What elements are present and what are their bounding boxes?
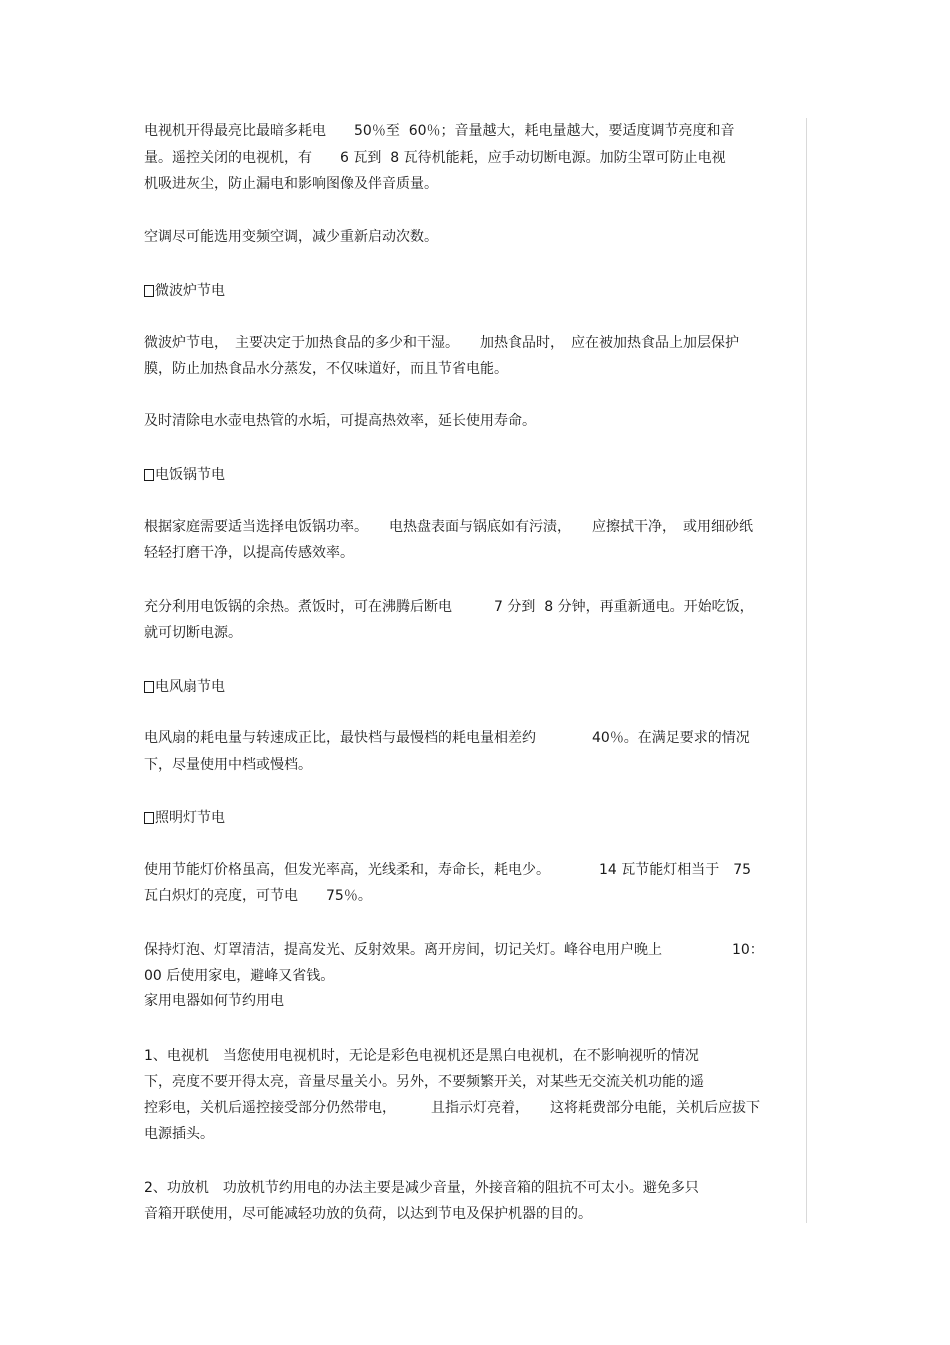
- section-heading: [144, 465, 225, 485]
- text-line: 充分利用电饭锅的余热。煮饭时，可在沸腾后断电 7 分到 8 分钟，再重新通电。开始吃饭，: [144, 599, 754, 615]
- section-heading: [144, 677, 225, 697]
- text-line: 及时清除电水壶电热管的水垢，可提高热效率，延长使用寿命。: [144, 413, 536, 429]
- section-heading: [144, 281, 225, 301]
- text-line: 就可切断电源。: [144, 625, 242, 641]
- text-line: 根据家庭需要适当选择电饭锅功率。 电热盘表面与锅底如有污渍， 应擦拭干净， 或用细砂纸: [144, 519, 753, 535]
- text-line: 音箱开联使用，尽可能减轻功放的负荷，以达到节电及保护机器的目的。: [144, 1206, 592, 1222]
- checkbox-glyph-icon: [144, 285, 154, 297]
- text-line: 量。遥控关闭的电视机，有 6 瓦到 8 瓦待机能耗，应手动切断电源。加防尘罩可防止电视: [144, 150, 726, 166]
- text-line: 1、电视机 当您使用电视机时，无论是彩色电视机还是黑白电视机，在不影响视听的情况: [144, 1048, 699, 1064]
- text-line: 2、功放机 功放机节约用电的办法主要是减少音量，外接音箱的阻抗不可太小。避免多只: [144, 1180, 699, 1196]
- text-line: 空调尽可能选用变频空调，减少重新启动次数。: [144, 229, 438, 245]
- text-line: 轻轻打磨干净，以提高传感效率。: [144, 545, 354, 561]
- section-heading-label: 微波炉节电: [155, 283, 225, 299]
- text-line: 控彩电，关机后遥控接受部分仍然带电， 且指示灯亮着， 这将耗费部分电能，关机后应拔下: [144, 1100, 760, 1116]
- text-line: 保持灯泡、灯罩清洁，提高发光、反射效果。离开房间，切记关灯。峰谷电用户晚上 10：: [144, 942, 764, 958]
- document-subtitle: 家用电器如何节约用电: [144, 993, 284, 1009]
- text-line: 微波炉节电， 主要决定于加热食品的多少和干湿。 加热食品时， 应在被加热食品上加层保护: [144, 335, 739, 351]
- text-line: 下，尽量使用中档或慢档。: [144, 757, 312, 773]
- section-heading-label: 电风扇节电: [155, 679, 225, 695]
- checkbox-glyph-icon: [144, 812, 154, 824]
- text-line: 膜，防止加热食品水分蒸发，不仅味道好，而且节省电能。: [144, 361, 508, 377]
- section-heading-label: 照明灯节电: [155, 810, 225, 826]
- text-line: 00 后使用家电，避峰又省钱。: [144, 968, 335, 984]
- checkbox-glyph-icon: [144, 681, 154, 693]
- text-line: 电视机开得最亮比最暗多耗电 50％至 60％；音量越大，耗电量越大，要适度调节亮度和音: [144, 123, 735, 139]
- text-line: 机吸进灰尘，防止漏电和影响图像及伴音质量。: [144, 176, 438, 192]
- text-line: 下，亮度不要开得太亮，音量尽量关小。另外，不要频繁开关，对某些无交流关机功能的遥: [144, 1074, 704, 1090]
- section-heading-label: 电饭锅节电: [155, 467, 225, 483]
- text-line: 使用节能灯价格虽高，但发光率高，光线柔和，寿命长，耗电少。 14 瓦节能灯相当于 75: [144, 862, 752, 878]
- right-margin-rule: [806, 118, 807, 1223]
- text-line: 瓦白炽灯的亮度，可节电 75％。: [144, 888, 372, 904]
- checkbox-glyph-icon: [144, 469, 154, 481]
- text-line: 电风扇的耗电量与转速成正比，最快档与最慢档的耗电量相差约 40％。在满足要求的情况: [144, 730, 750, 746]
- section-heading: [144, 808, 225, 828]
- text-line: 电源插头。: [144, 1126, 214, 1142]
